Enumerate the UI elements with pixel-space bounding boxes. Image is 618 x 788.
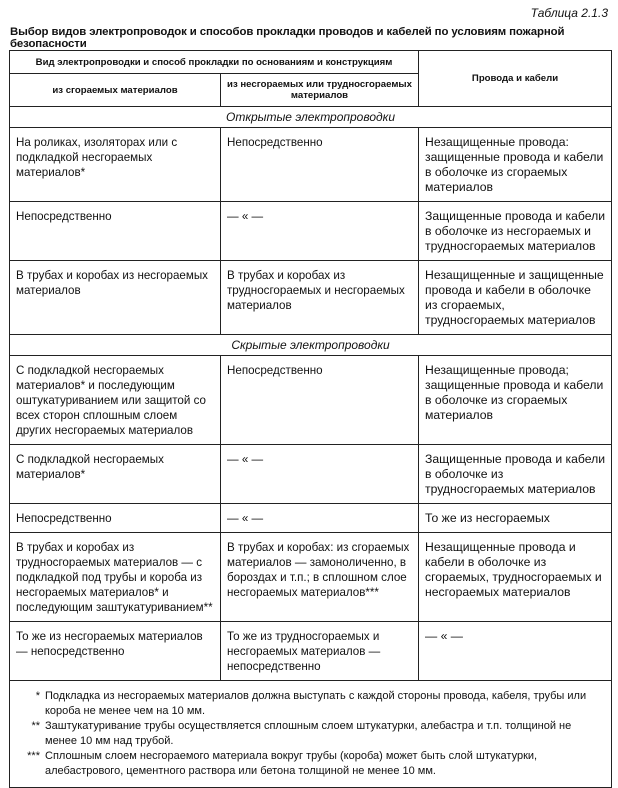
footnote [16,719,605,749]
cell-cables: Защищенные провода и кабели в оболочке из трудносгораемых материалов [419,445,612,504]
cell-noncombustible: — « — [221,504,419,533]
section-title: Открытые электропроводки [10,107,612,128]
table-title: Выбор видов электропроводок и способов прокладки проводов и кабелей по условиям пожарной безопасности [10,26,565,50]
table-row [10,533,612,622]
cell-cables: Незащищенные провода и кабели в оболочке из сгораемых, трудносгораемых и несгораемых материалов [419,533,612,622]
cell-noncombustible: — « — [221,445,419,504]
cell-cables: То же из несгораемых [419,504,612,533]
table-row [10,128,612,202]
table-row [10,622,612,681]
cell-combustible: На роликах, изоляторах или с подкладкой несгораемых материалов* [10,128,221,202]
wiring-selection-table [9,50,612,788]
cell-combustible: Непосредственно [10,202,221,261]
cell-combustible: С подкладкой несгораемых материалов* [10,445,221,504]
cell-cables: Незащищенные и защищенные провода и кабели в оболочке из сгораемых, трудносгораемых материалов [419,261,612,335]
table-row [10,261,612,335]
header-combustible: из сгораемых материалов [10,74,221,107]
cell-combustible: То же из несгораемых материалов — непосредственно [10,622,221,681]
cell-noncombustible: Непосредственно [221,128,419,202]
table-row [10,356,612,445]
footnote-mark: * [35,690,40,702]
cell-noncombustible: То же из трудносгораемых и несгораемых материалов — непосредственно [221,622,419,681]
cell-combustible: Непосредственно [10,504,221,533]
cell-cables: — « — [419,622,612,681]
header-cables: Провода и кабели [419,51,612,107]
table-row [10,202,612,261]
table-row [10,445,612,504]
cell-noncombustible: — « — [221,202,419,261]
header-group: Вид электропроводки и способ прокладки по основаниям и конструкциям [10,51,419,74]
cell-cables: Защищенные провода и кабели в оболочке из несгораемых и трудносгораемых материалов [419,202,612,261]
footnote-text: Подкладка из несгораемых материалов должна выступать с каждой стороны провода, кабеля, трубы или короба не менее чем на 10 мм. [45,690,587,717]
cell-noncombustible: В трубах и коробах: из сгораемых материалов — замоноличенно, в бороздах и т.п.; в сплошном слое несгораемых материалов*** [221,533,419,622]
table-row [10,504,612,533]
footnote [16,689,605,719]
table-number: Таблица 2.1.3 [530,6,608,20]
cell-noncombustible: В трубах и коробах из трудносгораемых и несгораемых материалов [221,261,419,335]
footnote-text: Заштукатуривание трубы осуществляется сплошным слоем штукатурки, алебастра и т.п. толщиной не менее 10 мм над трубой. [45,720,572,747]
footnote-text: Сплошным слоем несгораемого материала вокруг трубы (короба) может быть слой штукатурки, алебастрового, цементного раствора или бетона толщиной не менее 10 мм. [45,750,538,777]
footnote-mark: *** [27,750,40,762]
footnotes [10,681,612,788]
section-title: Скрытые электропроводки [10,335,612,356]
cell-combustible: В трубах и коробах из трудносгораемых материалов — с подкладкой под трубы и короба из несгораемых материалов* и последующим заштукатуриванием** [10,533,221,622]
cell-cables: Незащищенные провода; защищенные провода и кабели в оболочке из сгораемых материалов [419,356,612,445]
header-noncombustible: из несгораемых или трудносгораемых материалов [221,74,419,107]
cell-combustible: С подкладкой несгораемых материалов* и последующим оштукатуриванием или защитой со всех сторон сплошным слоем других несгораемых материалов [10,356,221,445]
cell-cables: Незащищенные провода: защищенные провода и кабели в оболочке из сгораемых материалов [419,128,612,202]
footnote-mark: ** [31,720,40,732]
cell-noncombustible: Непосредственно [221,356,419,445]
cell-combustible: В трубах и коробах из несгораемых материалов [10,261,221,335]
